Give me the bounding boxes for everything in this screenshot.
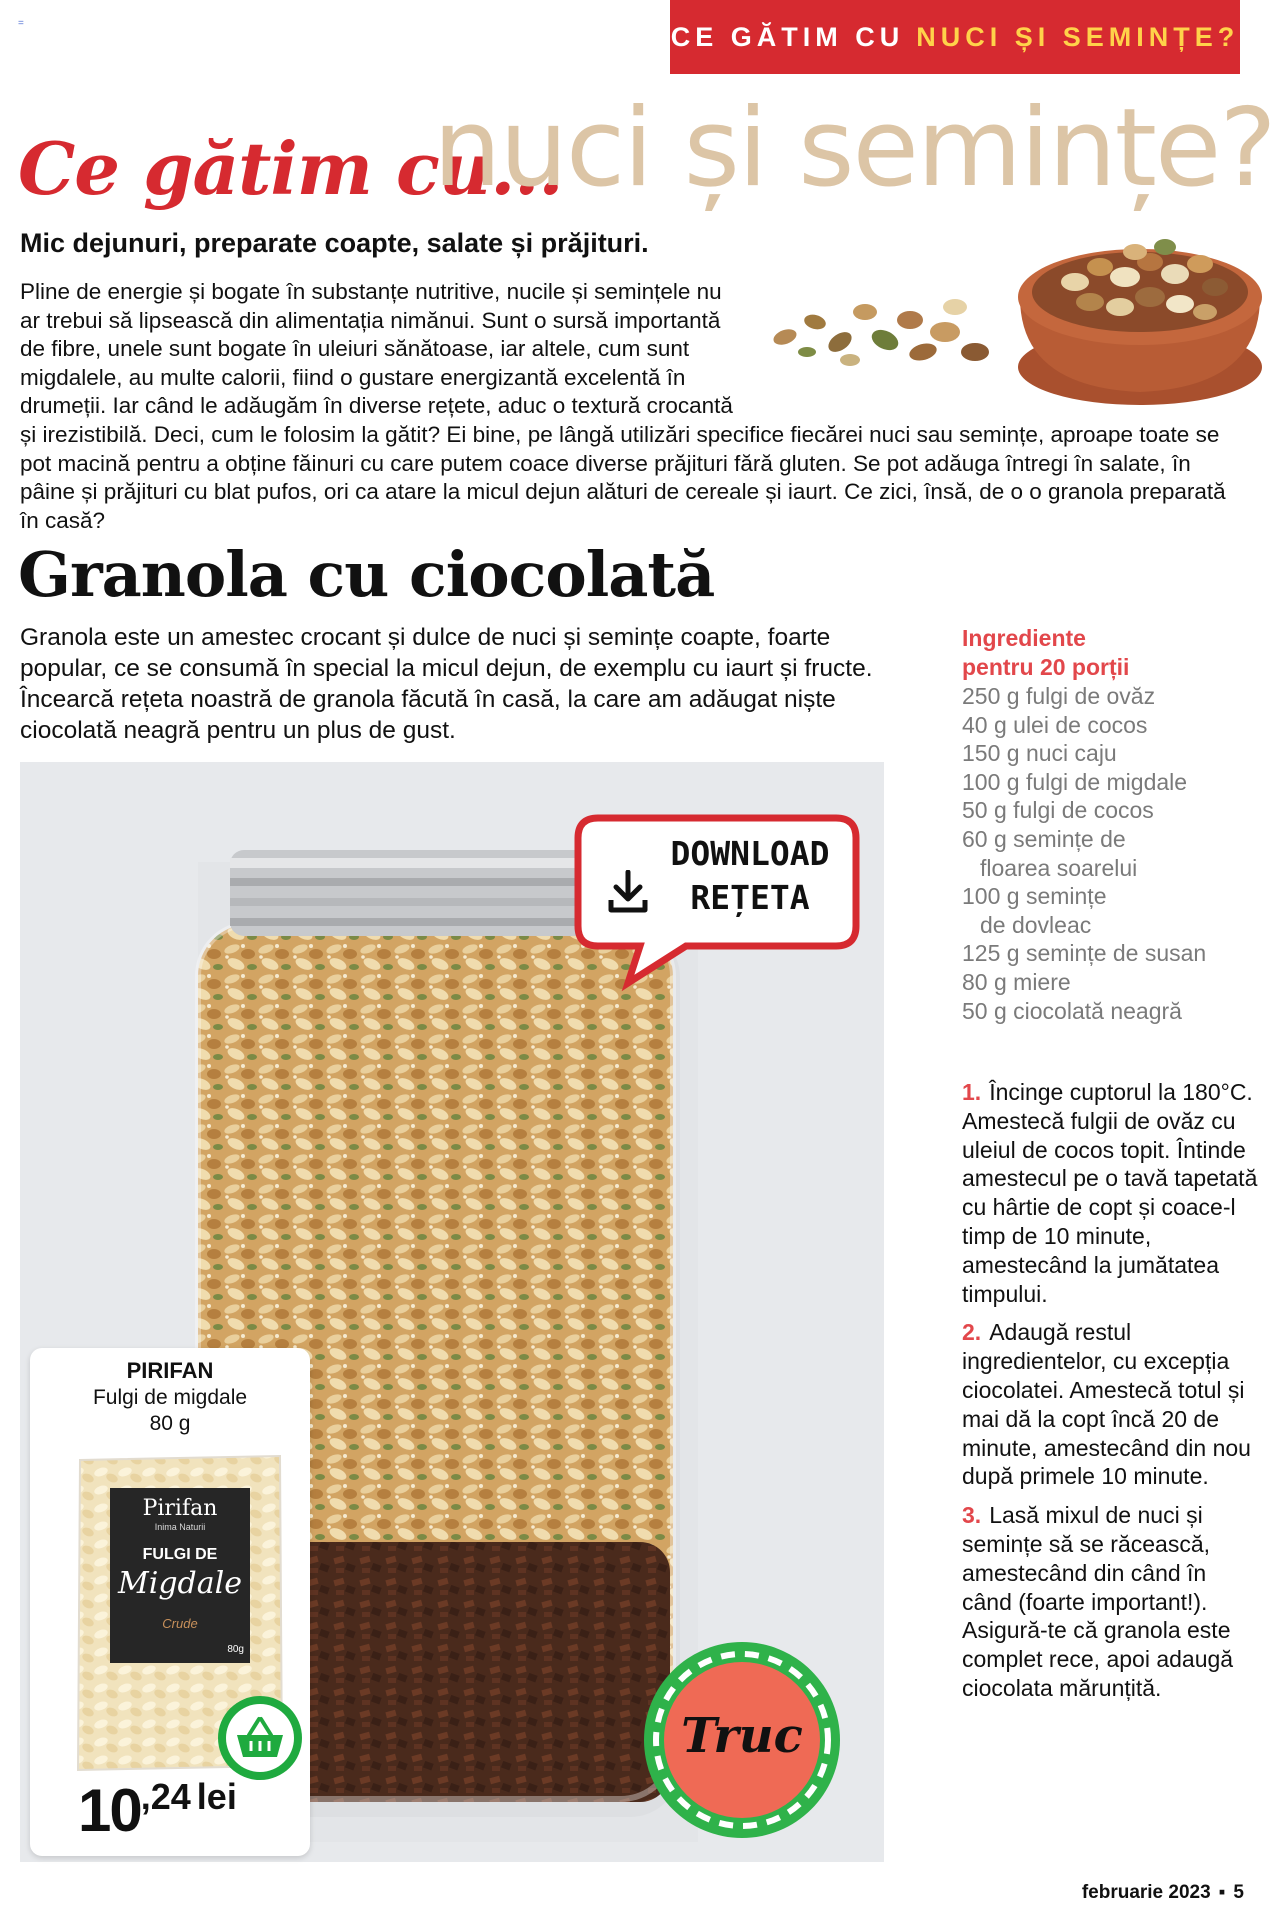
download-recipe-button[interactable] — [568, 798, 868, 998]
ingredient-item: 100 g semințe de dovleac — [962, 883, 1107, 938]
download-label-line1: DOWNLOAD — [670, 834, 830, 873]
truc-label: Truc — [681, 1708, 803, 1764]
pack-brand: Pirifan — [142, 1496, 218, 1521]
recipe-title: Granola cu ciocolată — [18, 538, 715, 611]
headline-script: Ce gătim cu... — [18, 126, 563, 211]
intro-paragraph — [20, 278, 1250, 535]
ingredient-item: 50 g ciocolată neagră — [962, 997, 1182, 1024]
product-price — [78, 1776, 237, 1845]
shopping-basket-icon[interactable] — [215, 1693, 305, 1783]
pack-variant: Crude — [162, 1616, 198, 1631]
step-text: Lasă mixul de nuci și semințe să se răcească, amestecând din când în când (foarte important!). Asigură-te că granola este complet rece, apoi adaugă ciocolata mărunțită. — [962, 1502, 1234, 1701]
price-integer: 10 — [78, 1777, 141, 1844]
product-card[interactable] — [30, 1348, 310, 1856]
price-unit: lei — [196, 1776, 237, 1817]
step-text: Adaugă restul ingredientelor, cu excepția ciocolatei. Amestecă totul și mai dă la copt încă 20 de minute, amestecând din nou după primele 10 minute. — [962, 1319, 1251, 1490]
step-number: 2. — [962, 1319, 982, 1346]
step-2 — [962, 1318, 1262, 1491]
step-text: Încinge cuptorul la 180°C. Amestecă fulgii de ovăz cu uleiul de cocos topit. Întinde amestecul pe o tavă tapetată cu hârtie de copt și coace-l timp de 10 minute, amestecând la jumătatea timpului. — [962, 1079, 1258, 1307]
ingredient-item: 80 g miere — [962, 968, 1071, 995]
pack-tagline: Inima Naturii — [154, 1522, 206, 1532]
page-corner-mark: = — [18, 18, 24, 29]
banner-part2: NUCI ȘI SEMINȚE? — [916, 21, 1240, 52]
ingredient-item: 60 g semințe de floarea soarelui — [962, 825, 1138, 881]
product-name: Fulgi de migdale — [92, 1386, 248, 1409]
footer-date: februarie 2023 — [1081, 1882, 1211, 1903]
ingredient-item: 150 g nuci caju — [962, 740, 1117, 767]
product-weight: 80 g — [149, 1412, 191, 1435]
ingredient-item: 125 g semințe de susan — [962, 940, 1207, 967]
truc-badge[interactable] — [642, 1640, 842, 1840]
preparation-steps — [962, 1078, 1262, 1713]
ingredients-portions: pentru 20 porții — [962, 654, 1130, 680]
download-label-line2: REȚETA — [690, 878, 810, 917]
page-headline — [18, 86, 1275, 218]
page-subtitle: Mic dejunuri, preparate coapte, salate și prăjituri. — [20, 228, 649, 258]
ingredient-item: 250 g fulgi de ovăz — [962, 683, 1156, 709]
pack-weight: 80g — [227, 1644, 244, 1655]
download-icon — [608, 870, 648, 914]
product-brand: PIRIFAN — [126, 1358, 214, 1383]
ingredient-item: 40 g ulei de cocos — [962, 711, 1148, 738]
step-1 — [962, 1078, 1262, 1308]
page-number: 5 — [1233, 1882, 1244, 1903]
pack-line2: Migdale — [118, 1566, 242, 1601]
price-decimal: ,24 — [140, 1776, 191, 1817]
recipe-lead: Granola este un amestec crocant și dulce de nuci și semințe coapte, foarte popular, ce se consumă în special la micul dejun, de exemplu cu iaurt și fructe. Încearcă rețeta noastră de granola făcută în casă, la care am adăugat niște ciocolată neagră pentru un plus de gust. — [20, 624, 873, 744]
step-3 — [962, 1501, 1262, 1703]
intro-text: Pline de energie și bogate în substanțe nutritive, nucile și semințele nu ar trebui să lipsească din alimentația nimănui. Sunt o sursă importantă de fibre, unele sunt bogate în uleiuri sănătoase, iar altele, cum sunt migdalele, au multe calorii, fiind o gustare energizantă excelentă în drumeții. Iar când le adăugăm în diverse rețete, aduc o textură crocantă și irezistibilă. Deci, cum le folosim la gătit? Ei bine, pe lângă utilizări specifice fiecărei nuci sau semințe, aproape toate se pot macină pentru a obține făinuri cu care putem coace diverse prăjituri fără gluten. Se pot adăuga întregi în salate, în pâine și prăjituri cu blat pufos, ori ca atare la micul dejun alături de cereale și iaurt. Ce zici, însă, de o o granola preparată în casă? — [20, 279, 1226, 533]
ingredient-item: 50 g fulgi de cocos — [962, 797, 1154, 824]
ingredients-list — [962, 682, 1262, 1025]
headline-big: nuci și semințe? — [433, 86, 1275, 211]
ingredients-heading: Ingrediente — [962, 625, 1086, 651]
ingredient-item: 100 g fulgi de migdale — [962, 768, 1188, 795]
page-footer — [1082, 1882, 1244, 1904]
shopping-basket-icon-graphic — [215, 1693, 305, 1783]
step-number: 3. — [962, 1502, 982, 1529]
banner-part1: CE GĂTIM CU — [670, 21, 905, 52]
step-number: 1. — [962, 1079, 982, 1105]
pack-line1: FULGI DE — [142, 1546, 218, 1563]
section-banner — [670, 0, 1240, 74]
ingredients-box — [962, 624, 1262, 1025]
intro-image-spacer — [745, 278, 1250, 396]
footer-separator: ▪ — [1218, 1882, 1226, 1903]
